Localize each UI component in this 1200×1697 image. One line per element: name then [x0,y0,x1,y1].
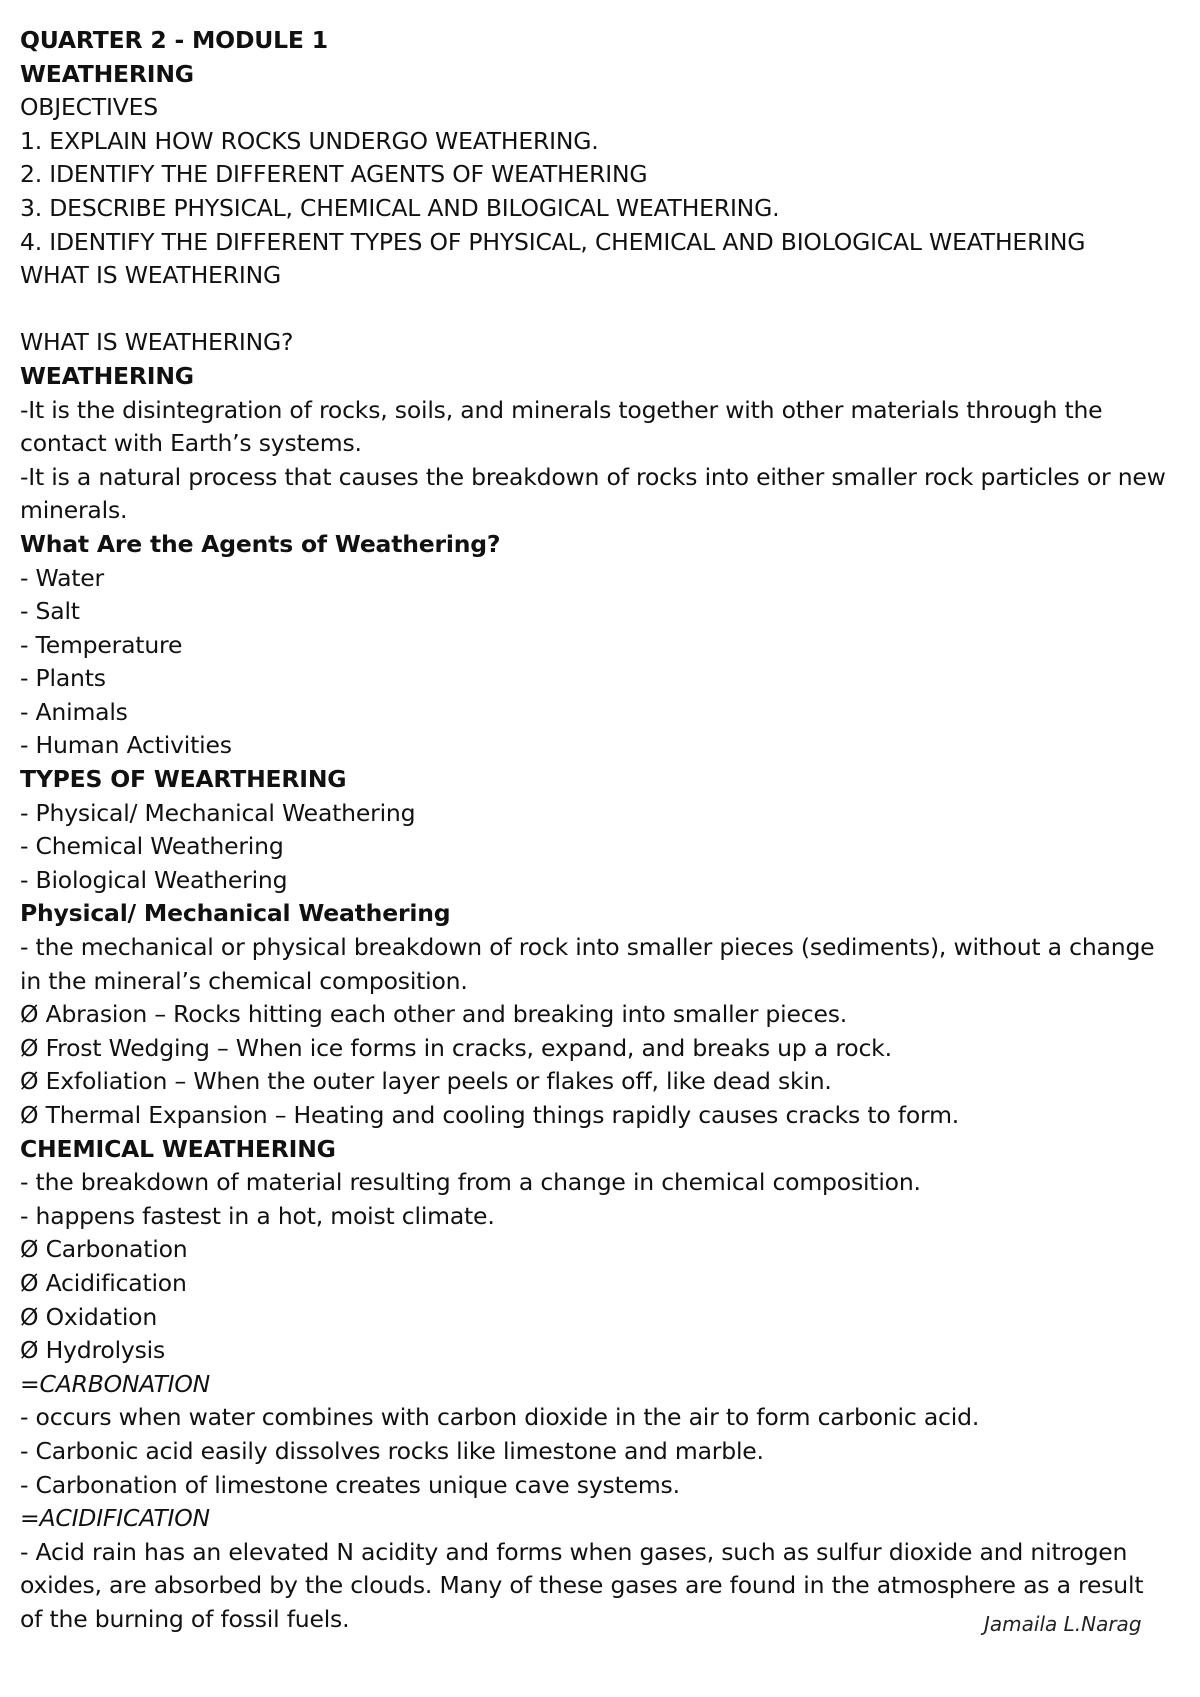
type-item: - Chemical Weathering [20,832,284,861]
objectives-heading: OBJECTIVES [20,93,158,122]
carbonation-item: - occurs when water combines with carbon dioxide in the air to form carbonic acid. [20,1403,980,1432]
carbonation-item: - Carbonic acid easily dissolves rocks like limestone and marble. [20,1436,764,1465]
weathering-definition-2: -It is a natural process that causes the breakdown of rocks into either smaller rock particles or new minerals. [20,462,1166,525]
chemical-item: Ø Hydrolysis [20,1336,166,1365]
type-item: - Biological Weathering [20,865,288,894]
physical-heading: Physical/ Mechanical Weathering [20,899,451,928]
types-heading: TYPES OF WEARTHERING [20,765,347,794]
physical-item: Ø Frost Wedging – When ice forms in cracks, expand, and breaks up a rock. [20,1033,892,1062]
acidification-heading: =ACIDIFICATION [20,1504,210,1533]
objective-item: WHAT IS WEATHERING [20,261,281,290]
type-item: - Physical/ Mechanical Weathering [20,798,416,827]
physical-item: Ø Abrasion – Rocks hitting each other and breaking into smaller pieces. [20,1000,848,1029]
chemical-item: Ø Oxidation [20,1302,158,1331]
agent-item: - Human Activities [20,731,232,760]
agent-item: - Plants [20,664,106,693]
agents-heading: What Are the Agents of Weathering? [20,529,501,558]
objective-item: 1. EXPLAIN HOW ROCKS UNDERGO WEATHERING. [20,126,599,155]
module-title: WEATHERING [20,59,194,88]
chemical-item: Ø Carbonation [20,1235,188,1264]
weathering-heading: WEATHERING [20,361,194,390]
physical-item: Ø Thermal Expansion – Heating and cooling things rapidly causes cracks to form. [20,1101,960,1129]
objective-item: 4. IDENTIFY THE DIFFERENT TYPES OF PHYSICAL, CHEMICAL AND BIOLOGICAL WEATHERING [20,227,1086,256]
document-body [20,24,1180,1637]
objective-item: 3. DESCRIBE PHYSICAL, CHEMICAL AND BILOGICAL WEATHERING. [20,193,780,222]
agent-item: - Animals [20,697,128,726]
chemical-heading: CHEMICAL WEATHERING [20,1134,336,1163]
spacer [20,293,1180,327]
weathering-definition-1: -It is the disintegration of rocks, soils, and minerals together with other materials through the contact with Earth’s systems. [20,395,1103,458]
agent-item: - Salt [20,597,80,626]
chemical-item: Ø Acidification [20,1268,187,1297]
agent-item: - Temperature [20,630,183,659]
chemical-definition-1: - the breakdown of material resulting from a change in chemical composition. [20,1168,921,1197]
carbonation-item: - Carbonation of limestone creates unique cave systems. [20,1470,680,1499]
chemical-definition-2: - happens fastest in a hot, moist climate. [20,1201,495,1230]
author-signature: Jamaila L.Narag [984,1612,1142,1636]
physical-definition: - the mechanical or physical breakdown of rock into smaller pieces (sediments), without a change in the mineral’s chemical composition. [20,933,1155,995]
objective-item: 2. IDENTIFY THE DIFFERENT AGENTS OF WEATHERING [20,160,648,189]
carbonation-heading: =CARBONATION [20,1369,211,1398]
what-is-question: WHAT IS WEATHERING? [20,328,294,357]
acidification-text: - Acid rain has an elevated N acidity and forms when gases, such as sulfur dioxide and nitrogen oxides, are absorbed by the clouds. Many of these gases are found in the atmosphere as a result of the burning of fossil fuels. [20,1537,1144,1633]
agent-item: - Water [20,563,105,592]
quarter-heading: QUARTER 2 - MODULE 1 [20,26,328,54]
physical-item: Ø Exfoliation – When the outer layer peels or flakes off, like dead skin. [20,1067,832,1096]
